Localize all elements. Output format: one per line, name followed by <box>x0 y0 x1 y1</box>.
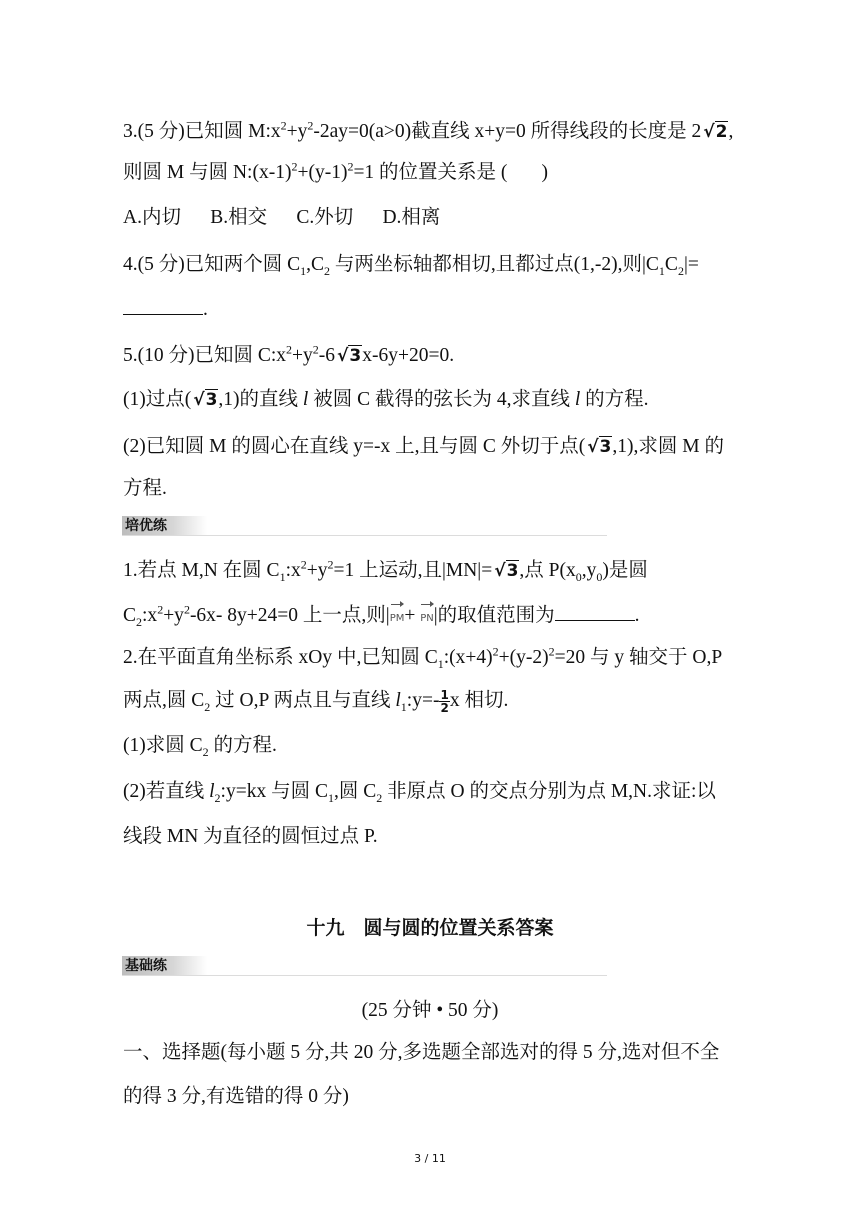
vector-pn: PN <box>420 602 434 632</box>
q4-line1: 4.(5 分)已知两个圆 $C_1,C_2$ 与两坐标轴都相切,且都过点(1,-2),则$|C_1C_2|=$ <box>123 254 699 278</box>
q3-line2: 则圆 M 与圆 $N:(x-1)^2+(y-1)^2=1$ 的位置关系是 ( ) <box>123 159 548 183</box>
q3-options: A.内切 B.相交 C.外切 D.相离 <box>123 207 441 228</box>
q3-line1: 3.(5 分)已知圆 $M:x^2+y^2-2ay=0(a>0)$截直线 x+y=0 所得线段的长度是 2 √2, <box>123 119 760 145</box>
adv-q2-part2-line2: 线段 MN 为直径的圆恒过点 P. <box>123 826 378 847</box>
sqrt-2: √2 <box>703 122 728 142</box>
sqrt-3: √3 <box>193 390 218 410</box>
fraction-one-half: $\frac{1}{2}$ <box>440 688 449 716</box>
adv-q2-part1: (1)求圆 $C_2$ 的方程. <box>123 735 277 759</box>
answer-blank <box>555 602 635 621</box>
answer-heading: 十九 圆与圆的位置关系答案 <box>306 917 554 939</box>
adv-q2-line2: 两点,圆 $C_2$ 过 O,P 两点且与直线 $l_1:y=-$ $\frac{1}{2}$ x 相切. <box>123 688 509 716</box>
q5-part2-line2: 方程. <box>123 478 167 499</box>
adv-q1-line2: $C_2:x^2+y^2-6x-$ 8y+24=0 上一点,则|PM+ PN|的取值范围为 . <box>123 602 760 632</box>
adv-q1-line1: 1.若点 M,N 在圆 $C_1:x^2+y^2=1$ 上运动,且|MN|= √3,点 $P(x_0,y_0)$是圆 <box>123 557 648 584</box>
sqrt-3: √3 <box>587 437 612 457</box>
time-score: (25 分钟 • 50 分) <box>361 1000 499 1021</box>
sqrt-3: √3 <box>494 561 519 581</box>
page-number: 3 / 11 <box>414 1152 446 1165</box>
adv-q2-line1: 2.在平面直角坐标系 xOy 中,已知圆 $C_1:(x+4)^2+(y-2)^2=20$ 与 y 轴交于 O,P <box>123 644 723 671</box>
section-tag-advanced: 培优练 <box>122 516 207 536</box>
adv-q2-part2: (2)若直线 $l_2:y=kx$ 与圆 $C_1$,圆 $C_2$ 非原点 O 的交点分别为点 M,N.求证:以 <box>123 781 716 805</box>
section1-line1: 一、选择题(每小题 5 分,共 20 分,多选题全部选对的得 5 分,选对但不全 <box>123 1042 720 1063</box>
q5-part2: (2)已知圆 M 的圆心在直线 y=-x 上,且与圆 C 外切于点( √3,1),求圆 M 的 <box>123 434 760 460</box>
vector-pm: PM <box>390 602 405 632</box>
answer-blank <box>123 296 203 315</box>
q4-line2: . <box>123 296 760 323</box>
q5-part1: (1)过点( √3,1)的直线 l 被圆 C 截得的弦长为 4,求直线 l 的方程. <box>123 387 760 413</box>
sqrt-3: √3 <box>337 346 362 366</box>
section-tag-basic: 基础练 <box>122 956 207 976</box>
q5-line1: 5.(10 分)已知圆 $C:x^2+y^2-6$ √3x-6y+20=0. <box>123 343 760 369</box>
section1-line2: 的得 3 分,有选错的得 0 分) <box>123 1086 349 1107</box>
